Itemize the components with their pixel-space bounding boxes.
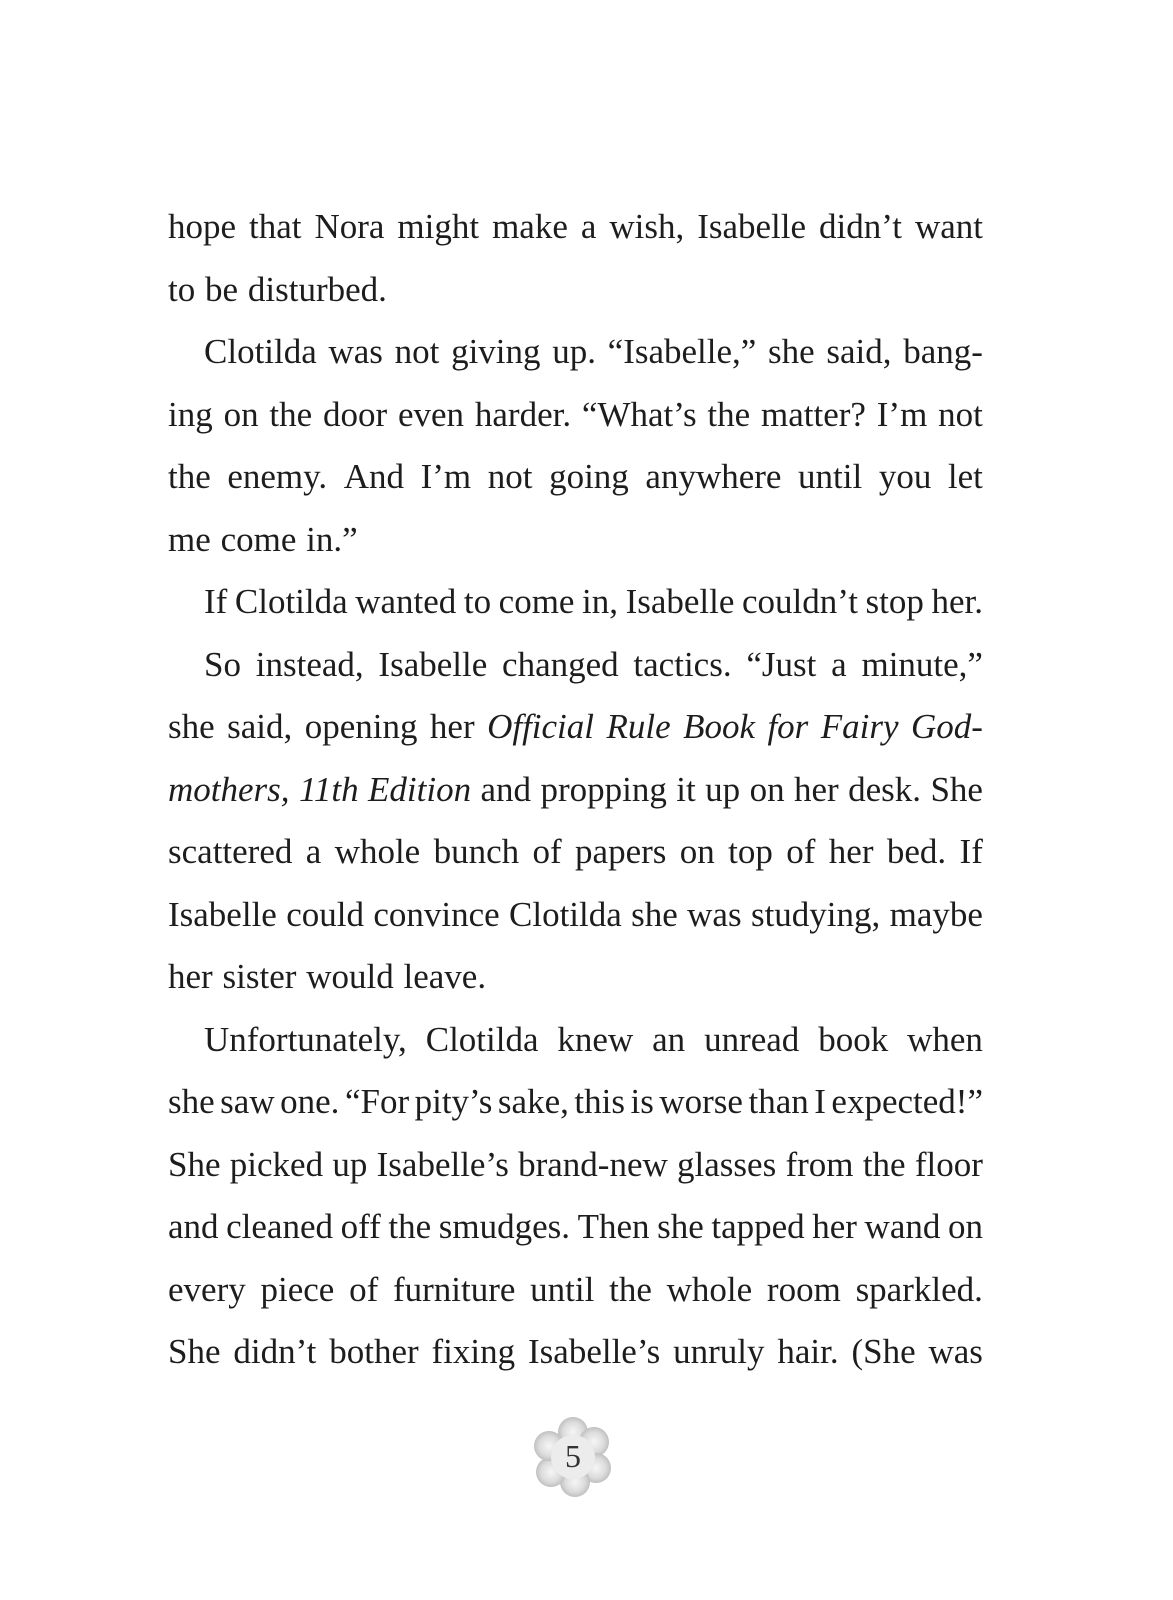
book-title-word: Edition — [368, 769, 472, 809]
word: unread — [704, 1019, 800, 1059]
word: than — [748, 1082, 809, 1121]
word: enemy. — [227, 457, 328, 496]
page-number-badge — [530, 1414, 616, 1500]
word: on — [223, 394, 259, 434]
word: of — [532, 832, 562, 871]
page-number: 5 — [565, 1438, 581, 1474]
text-line — [168, 759, 983, 822]
word: said, — [227, 707, 293, 746]
word: up — [332, 1144, 368, 1184]
word: her — [794, 769, 839, 809]
word: she — [657, 1207, 704, 1246]
word: her — [168, 957, 213, 996]
word: her — [828, 832, 874, 871]
text-line — [168, 384, 983, 447]
word: “Isabelle,” — [607, 332, 757, 371]
word: she — [631, 894, 678, 934]
word: her — [429, 707, 475, 746]
word: book — [818, 1019, 889, 1059]
word: a — [831, 644, 847, 684]
word: If — [204, 582, 228, 621]
word: minute,” — [861, 644, 983, 684]
text-line — [168, 1321, 983, 1384]
text-line — [168, 446, 983, 509]
word: bunch — [433, 832, 520, 871]
word: tapped — [711, 1207, 805, 1246]
word: maybe — [889, 894, 983, 934]
word: stop — [865, 582, 924, 621]
word: you — [878, 457, 932, 496]
text-line — [168, 884, 983, 947]
word: glasses — [677, 1144, 777, 1184]
word: papers — [575, 832, 667, 871]
word: ing — [168, 394, 213, 434]
word: leave. — [403, 957, 487, 996]
text-line — [168, 1196, 983, 1259]
text-line — [168, 321, 983, 384]
word: I’m — [876, 394, 928, 434]
word: “For — [344, 1082, 410, 1121]
word: she — [168, 1082, 215, 1121]
word: opening — [304, 707, 418, 746]
book-title-word: Rule — [606, 707, 671, 746]
word: the — [269, 394, 313, 434]
word: of — [349, 1269, 379, 1309]
word: sparkled. — [855, 1269, 983, 1309]
word: top — [728, 832, 773, 871]
word: studying, — [750, 894, 881, 934]
word: a — [580, 207, 597, 246]
book-title-word: Official — [487, 707, 595, 746]
word: She — [168, 1144, 221, 1184]
word: of — [786, 832, 816, 871]
word: Isabelle — [378, 644, 488, 684]
word: knew — [557, 1019, 634, 1059]
word: me — [168, 519, 211, 559]
word: make — [492, 207, 568, 246]
word: sake, — [497, 1082, 569, 1121]
word: saw — [220, 1082, 275, 1121]
text-line — [168, 1134, 983, 1197]
word: from — [785, 1144, 854, 1184]
word: she — [168, 707, 215, 746]
word: (She — [851, 1332, 916, 1371]
word: to — [168, 269, 196, 309]
word: cleaned — [226, 1207, 334, 1246]
word: be — [205, 269, 239, 309]
word: Isabelle’s — [376, 1144, 509, 1184]
book-title-word: Fairy — [820, 707, 899, 746]
word: Clotilda — [234, 582, 348, 621]
word: picked — [229, 1144, 324, 1184]
text-line — [168, 946, 983, 1009]
word: was — [687, 894, 742, 934]
word: sister — [222, 957, 297, 996]
text-line — [168, 1071, 983, 1134]
text-line — [168, 696, 983, 759]
word: would — [306, 957, 394, 996]
word: pity’s — [414, 1082, 493, 1121]
word: is — [630, 1082, 654, 1121]
word: not — [938, 394, 983, 434]
word: every — [168, 1269, 246, 1309]
word: “Just — [746, 644, 817, 684]
word: and — [480, 769, 532, 809]
word: might — [397, 207, 480, 246]
word: it — [676, 769, 696, 809]
word: not — [394, 332, 440, 371]
word: wand — [864, 1207, 941, 1246]
word: that — [249, 207, 302, 246]
word: she — [768, 332, 815, 371]
word: piece — [260, 1269, 335, 1309]
word: and — [168, 1207, 219, 1246]
word: “What’s — [581, 394, 697, 434]
word: Isabelle — [168, 894, 277, 934]
word: didn’t — [818, 207, 902, 246]
text-line — [168, 259, 983, 322]
word: room — [766, 1269, 841, 1309]
word: on — [679, 832, 715, 871]
word: to — [463, 582, 492, 621]
word: Clotilda — [204, 332, 317, 371]
word: So — [204, 644, 241, 684]
word: until — [798, 457, 863, 496]
word: bed. — [886, 832, 947, 871]
word: her — [812, 1207, 857, 1246]
word: giving — [451, 332, 541, 371]
text-line — [168, 821, 983, 884]
word: bang- — [903, 332, 983, 371]
word: instead, — [255, 644, 364, 684]
word: I — [814, 1082, 826, 1121]
word: scattered — [168, 832, 293, 871]
word: off — [340, 1207, 381, 1246]
word: fixing — [431, 1332, 516, 1371]
word: harder. — [474, 394, 572, 434]
word: was — [328, 332, 383, 371]
word: worse — [659, 1082, 743, 1121]
word: whole — [666, 1269, 753, 1309]
book-title-word: for — [767, 707, 809, 746]
word: hair. — [777, 1332, 839, 1371]
word: I’m — [420, 457, 472, 496]
word: changed — [502, 644, 619, 684]
word: her. — [931, 582, 983, 621]
word: when — [907, 1019, 983, 1059]
book-title-word: God- — [910, 707, 983, 746]
word: Then — [577, 1207, 650, 1246]
text-line — [168, 509, 983, 572]
word: even — [397, 394, 465, 434]
word: floor — [914, 1144, 983, 1184]
book-title-word: mothers, — [168, 769, 290, 809]
word: brand-new — [518, 1144, 668, 1184]
word: wish, — [609, 207, 685, 246]
word: a — [305, 832, 322, 871]
text-line — [168, 634, 983, 697]
word: up — [705, 769, 741, 809]
word: Isabelle — [625, 582, 735, 621]
word: Unfortunately, — [204, 1019, 407, 1059]
text-line — [168, 1259, 983, 1322]
book-title-word: 11th — [298, 769, 359, 809]
word: until — [530, 1269, 595, 1309]
word: whole — [334, 832, 421, 871]
word: bother — [329, 1332, 419, 1371]
word: one. — [280, 1082, 340, 1121]
word: the — [609, 1269, 652, 1309]
word: smudges. — [438, 1207, 570, 1246]
word: the — [862, 1144, 906, 1184]
word: want — [914, 207, 983, 246]
word: going — [549, 457, 629, 496]
word: Isabelle — [697, 207, 807, 246]
word: Clotilda — [509, 894, 622, 934]
word: come — [498, 582, 575, 621]
word: disturbed. — [247, 269, 387, 309]
word: wanted — [355, 582, 457, 621]
book-title-word: Book — [683, 707, 755, 746]
text-line — [168, 571, 983, 634]
word: And — [343, 457, 405, 496]
word: convince — [373, 894, 500, 934]
word: matter? — [761, 394, 866, 434]
word: Nora — [314, 207, 385, 246]
word: not — [487, 457, 533, 496]
word: She — [930, 769, 983, 809]
text-line — [168, 1009, 983, 1072]
word: in, — [582, 582, 618, 621]
word: in.” — [306, 519, 358, 559]
word: the — [388, 1207, 432, 1246]
word: propping — [540, 769, 667, 809]
word: She — [168, 1332, 221, 1371]
text-line — [168, 196, 983, 259]
word: said, — [826, 332, 892, 371]
word: on — [947, 1207, 983, 1246]
word: the — [707, 394, 751, 434]
word: up. — [552, 332, 596, 371]
word: this — [574, 1082, 625, 1121]
word: was — [928, 1332, 983, 1371]
word: the — [168, 457, 211, 496]
word: let — [947, 457, 983, 496]
word: on — [749, 769, 785, 809]
word: Clotilda — [425, 1019, 539, 1059]
word: tactics. — [633, 644, 732, 684]
word: hope — [168, 207, 237, 246]
word: come — [220, 519, 297, 559]
body-text — [168, 196, 983, 1384]
word: expected!” — [831, 1082, 983, 1121]
word: an — [652, 1019, 686, 1059]
word: furniture — [392, 1269, 516, 1309]
word: unruly — [673, 1332, 765, 1371]
word: didn’t — [233, 1332, 317, 1371]
word: Isabelle’s — [528, 1332, 661, 1371]
word: couldn’t — [741, 582, 858, 621]
word: door — [322, 394, 388, 434]
word: could — [286, 894, 364, 934]
word: desk. — [848, 769, 922, 809]
word: anywhere — [645, 457, 782, 496]
word: If — [959, 832, 983, 871]
